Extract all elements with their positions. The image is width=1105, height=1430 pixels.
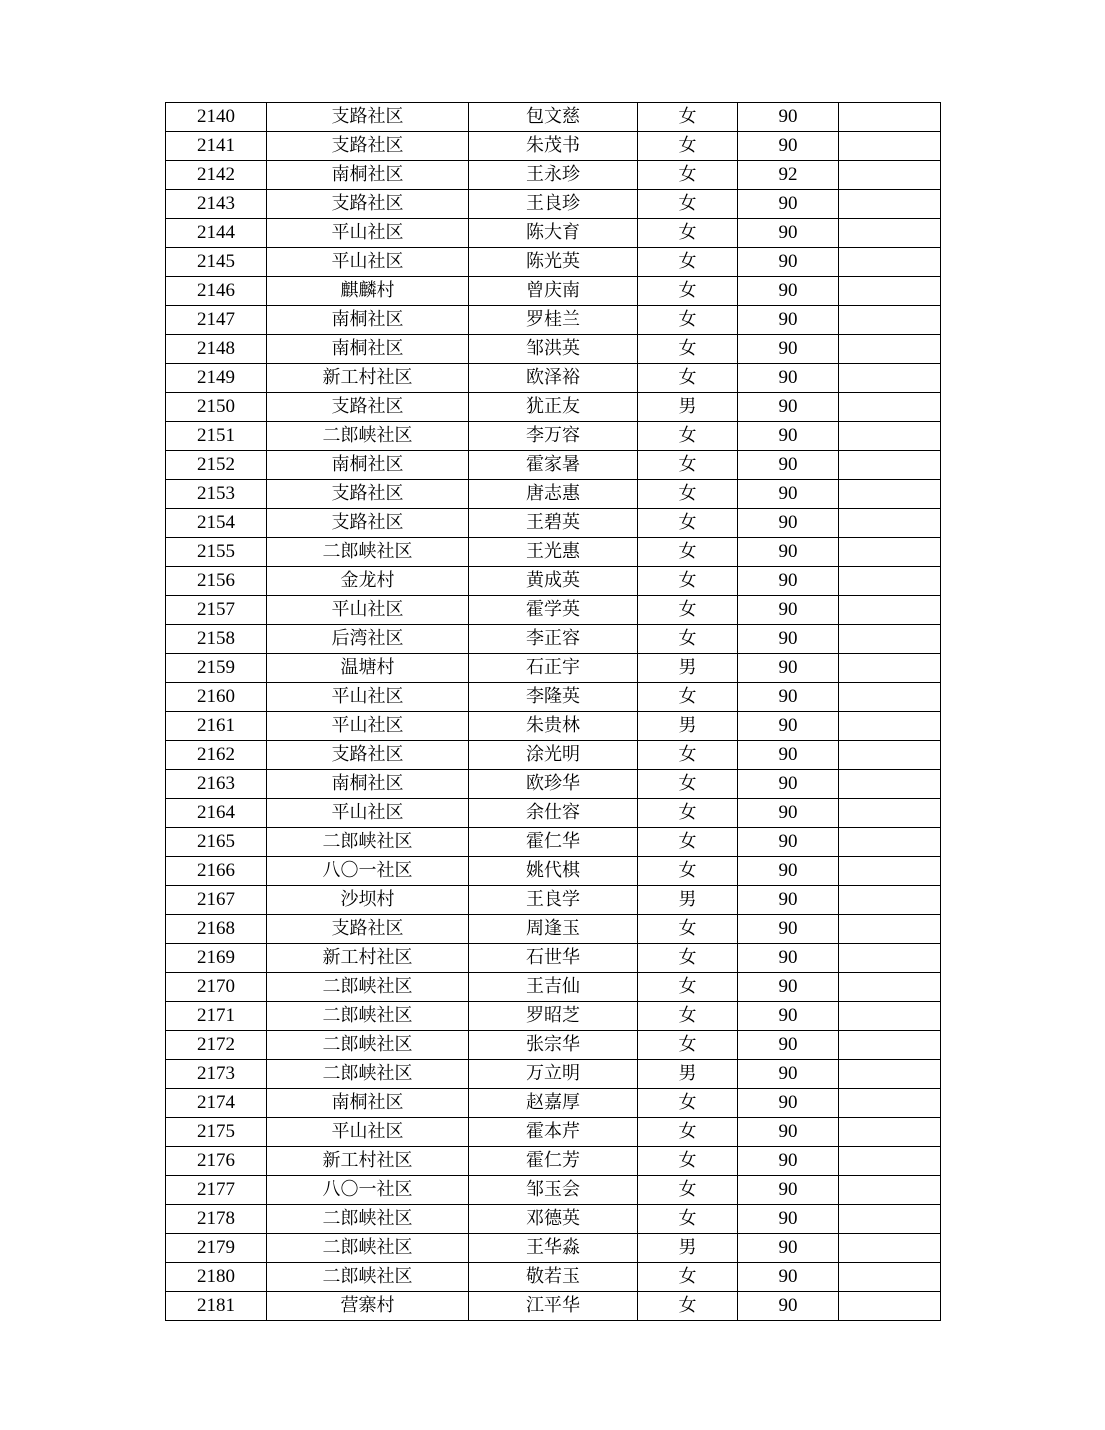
serial-number-cell: 2175 — [166, 1118, 267, 1147]
person-name-cell: 霍学英 — [469, 596, 638, 625]
table-row — [166, 654, 941, 683]
gender-cell: 女 — [638, 596, 738, 625]
serial-number-cell: 2170 — [166, 973, 267, 1002]
serial-number-cell: 2141 — [166, 132, 267, 161]
person-name-cell: 李万容 — [469, 422, 638, 451]
serial-number-cell: 2154 — [166, 509, 267, 538]
person-name-cell: 赵嘉厚 — [469, 1089, 638, 1118]
remark-cell — [839, 393, 941, 422]
person-name-cell: 罗昭芝 — [469, 1002, 638, 1031]
age-cell: 90 — [738, 712, 839, 741]
person-name-cell: 张宗华 — [469, 1031, 638, 1060]
community-cell: 支路社区 — [267, 915, 469, 944]
age-cell: 90 — [738, 1147, 839, 1176]
serial-number-cell: 2165 — [166, 828, 267, 857]
community-cell: 平山社区 — [267, 712, 469, 741]
table-row — [166, 451, 941, 480]
community-cell: 二郎峡社区 — [267, 1060, 469, 1089]
remark-cell — [839, 1060, 941, 1089]
serial-number-cell: 2161 — [166, 712, 267, 741]
community-cell: 支路社区 — [267, 509, 469, 538]
serial-number-cell: 2150 — [166, 393, 267, 422]
gender-cell: 女 — [638, 1147, 738, 1176]
person-name-cell: 邓德英 — [469, 1205, 638, 1234]
age-cell: 90 — [738, 799, 839, 828]
remark-cell — [839, 828, 941, 857]
person-name-cell: 王永珍 — [469, 161, 638, 190]
remark-cell — [839, 1205, 941, 1234]
remark-cell — [839, 132, 941, 161]
community-cell: 八〇一社区 — [267, 857, 469, 886]
community-cell: 二郎峡社区 — [267, 422, 469, 451]
remark-cell — [839, 161, 941, 190]
age-cell: 90 — [738, 915, 839, 944]
remark-cell — [839, 712, 941, 741]
gender-cell: 女 — [638, 509, 738, 538]
table-row — [166, 1263, 941, 1292]
table-row — [166, 393, 941, 422]
gender-cell: 女 — [638, 857, 738, 886]
remark-cell — [839, 886, 941, 915]
community-cell: 支路社区 — [267, 132, 469, 161]
person-name-cell: 周逢玉 — [469, 915, 638, 944]
gender-cell: 女 — [638, 567, 738, 596]
remark-cell — [839, 190, 941, 219]
table-row — [166, 480, 941, 509]
table-row — [166, 190, 941, 219]
serial-number-cell: 2142 — [166, 161, 267, 190]
remark-cell — [839, 915, 941, 944]
age-cell: 90 — [738, 1205, 839, 1234]
remark-cell — [839, 1031, 941, 1060]
age-cell: 90 — [738, 219, 839, 248]
community-cell: 平山社区 — [267, 219, 469, 248]
gender-cell: 男 — [638, 1060, 738, 1089]
remark-cell — [839, 422, 941, 451]
remark-cell — [839, 1176, 941, 1205]
gender-cell: 女 — [638, 364, 738, 393]
person-name-cell: 黄成英 — [469, 567, 638, 596]
age-cell: 90 — [738, 683, 839, 712]
gender-cell: 男 — [638, 886, 738, 915]
community-cell: 平山社区 — [267, 1118, 469, 1147]
community-cell: 二郎峡社区 — [267, 1031, 469, 1060]
gender-cell: 女 — [638, 480, 738, 509]
community-cell: 南桐社区 — [267, 770, 469, 799]
age-cell: 90 — [738, 1002, 839, 1031]
gender-cell: 女 — [638, 103, 738, 132]
gender-cell: 男 — [638, 393, 738, 422]
age-cell: 90 — [738, 1089, 839, 1118]
remark-cell — [839, 219, 941, 248]
community-cell: 二郎峡社区 — [267, 538, 469, 567]
serial-number-cell: 2176 — [166, 1147, 267, 1176]
community-cell: 二郎峡社区 — [267, 1205, 469, 1234]
serial-number-cell: 2173 — [166, 1060, 267, 1089]
community-cell: 支路社区 — [267, 393, 469, 422]
age-cell: 90 — [738, 1263, 839, 1292]
remark-cell — [839, 654, 941, 683]
person-name-cell: 邹洪英 — [469, 335, 638, 364]
community-cell: 南桐社区 — [267, 1089, 469, 1118]
age-cell: 90 — [738, 480, 839, 509]
table-row — [166, 306, 941, 335]
age-cell: 90 — [738, 393, 839, 422]
table-row — [166, 944, 941, 973]
serial-number-cell: 2178 — [166, 1205, 267, 1234]
serial-number-cell: 2152 — [166, 451, 267, 480]
person-name-cell: 霍仁芳 — [469, 1147, 638, 1176]
community-cell: 新工村社区 — [267, 1147, 469, 1176]
remark-cell — [839, 683, 941, 712]
serial-number-cell: 2179 — [166, 1234, 267, 1263]
gender-cell: 女 — [638, 1176, 738, 1205]
person-name-cell: 王碧英 — [469, 509, 638, 538]
serial-number-cell: 2151 — [166, 422, 267, 451]
gender-cell: 女 — [638, 277, 738, 306]
community-cell: 支路社区 — [267, 480, 469, 509]
serial-number-cell: 2167 — [166, 886, 267, 915]
table-row — [166, 915, 941, 944]
gender-cell: 女 — [638, 248, 738, 277]
remark-cell — [839, 480, 941, 509]
person-name-cell: 石世华 — [469, 944, 638, 973]
roster-table — [165, 102, 941, 1321]
table-row — [166, 857, 941, 886]
gender-cell: 女 — [638, 1089, 738, 1118]
serial-number-cell: 2172 — [166, 1031, 267, 1060]
gender-cell: 女 — [638, 828, 738, 857]
gender-cell: 女 — [638, 683, 738, 712]
gender-cell: 女 — [638, 799, 738, 828]
community-cell: 后湾社区 — [267, 625, 469, 654]
community-cell: 二郎峡社区 — [267, 828, 469, 857]
serial-number-cell: 2166 — [166, 857, 267, 886]
table-row — [166, 1292, 941, 1321]
community-cell: 支路社区 — [267, 103, 469, 132]
remark-cell — [839, 741, 941, 770]
community-cell: 八〇一社区 — [267, 1176, 469, 1205]
table-row — [166, 741, 941, 770]
age-cell: 90 — [738, 509, 839, 538]
remark-cell — [839, 509, 941, 538]
person-name-cell: 包文慈 — [469, 103, 638, 132]
serial-number-cell: 2140 — [166, 103, 267, 132]
person-name-cell: 邹玉会 — [469, 1176, 638, 1205]
gender-cell: 女 — [638, 538, 738, 567]
table-row — [166, 364, 941, 393]
serial-number-cell: 2147 — [166, 306, 267, 335]
table-row — [166, 973, 941, 1002]
person-name-cell: 曾庆南 — [469, 277, 638, 306]
person-name-cell: 石正宇 — [469, 654, 638, 683]
serial-number-cell: 2157 — [166, 596, 267, 625]
age-cell: 90 — [738, 1118, 839, 1147]
age-cell: 90 — [738, 625, 839, 654]
gender-cell: 男 — [638, 1234, 738, 1263]
serial-number-cell: 2160 — [166, 683, 267, 712]
gender-cell: 女 — [638, 1263, 738, 1292]
community-cell: 麒麟村 — [267, 277, 469, 306]
roster-table-body — [166, 103, 941, 1321]
remark-cell — [839, 799, 941, 828]
person-name-cell: 王吉仙 — [469, 973, 638, 1002]
gender-cell: 女 — [638, 944, 738, 973]
table-row — [166, 538, 941, 567]
remark-cell — [839, 1118, 941, 1147]
community-cell: 营寨村 — [267, 1292, 469, 1321]
serial-number-cell: 2177 — [166, 1176, 267, 1205]
person-name-cell: 犹正友 — [469, 393, 638, 422]
community-cell: 南桐社区 — [267, 335, 469, 364]
remark-cell — [839, 596, 941, 625]
age-cell: 90 — [738, 190, 839, 219]
person-name-cell: 欧泽裕 — [469, 364, 638, 393]
person-name-cell: 李正容 — [469, 625, 638, 654]
community-cell: 新工村社区 — [267, 364, 469, 393]
person-name-cell: 霍本芹 — [469, 1118, 638, 1147]
age-cell: 90 — [738, 567, 839, 596]
remark-cell — [839, 277, 941, 306]
gender-cell: 女 — [638, 161, 738, 190]
person-name-cell: 余仕容 — [469, 799, 638, 828]
community-cell: 支路社区 — [267, 190, 469, 219]
remark-cell — [839, 1292, 941, 1321]
table-row — [166, 103, 941, 132]
age-cell: 90 — [738, 277, 839, 306]
table-row — [166, 248, 941, 277]
gender-cell: 女 — [638, 190, 738, 219]
person-name-cell: 敬若玉 — [469, 1263, 638, 1292]
age-cell: 90 — [738, 886, 839, 915]
remark-cell — [839, 451, 941, 480]
serial-number-cell: 2149 — [166, 364, 267, 393]
age-cell: 90 — [738, 654, 839, 683]
table-row — [166, 712, 941, 741]
table-row — [166, 770, 941, 799]
table-row — [166, 1118, 941, 1147]
gender-cell: 女 — [638, 422, 738, 451]
remark-cell — [839, 1089, 941, 1118]
person-name-cell: 霍家暑 — [469, 451, 638, 480]
gender-cell: 女 — [638, 741, 738, 770]
serial-number-cell: 2180 — [166, 1263, 267, 1292]
remark-cell — [839, 364, 941, 393]
table-row — [166, 1176, 941, 1205]
remark-cell — [839, 538, 941, 567]
age-cell: 90 — [738, 538, 839, 567]
person-name-cell: 万立明 — [469, 1060, 638, 1089]
gender-cell: 女 — [638, 1002, 738, 1031]
serial-number-cell: 2158 — [166, 625, 267, 654]
person-name-cell: 朱茂书 — [469, 132, 638, 161]
community-cell: 二郎峡社区 — [267, 1234, 469, 1263]
remark-cell — [839, 1234, 941, 1263]
gender-cell: 女 — [638, 219, 738, 248]
serial-number-cell: 2169 — [166, 944, 267, 973]
person-name-cell: 霍仁华 — [469, 828, 638, 857]
serial-number-cell: 2155 — [166, 538, 267, 567]
age-cell: 90 — [738, 1292, 839, 1321]
table-row — [166, 509, 941, 538]
gender-cell: 女 — [638, 451, 738, 480]
person-name-cell: 王良珍 — [469, 190, 638, 219]
table-row — [166, 683, 941, 712]
person-name-cell: 唐志惠 — [469, 480, 638, 509]
community-cell: 二郎峡社区 — [267, 1263, 469, 1292]
gender-cell: 女 — [638, 1205, 738, 1234]
serial-number-cell: 2153 — [166, 480, 267, 509]
remark-cell — [839, 1002, 941, 1031]
table-row — [166, 1031, 941, 1060]
gender-cell: 女 — [638, 915, 738, 944]
age-cell: 90 — [738, 103, 839, 132]
community-cell: 金龙村 — [267, 567, 469, 596]
age-cell: 90 — [738, 1176, 839, 1205]
gender-cell: 女 — [638, 335, 738, 364]
remark-cell — [839, 625, 941, 654]
age-cell: 90 — [738, 1234, 839, 1263]
serial-number-cell: 2174 — [166, 1089, 267, 1118]
community-cell: 二郎峡社区 — [267, 1002, 469, 1031]
remark-cell — [839, 103, 941, 132]
table-row — [166, 422, 941, 451]
community-cell: 平山社区 — [267, 248, 469, 277]
remark-cell — [839, 857, 941, 886]
table-row — [166, 1089, 941, 1118]
table-row — [166, 625, 941, 654]
age-cell: 90 — [738, 741, 839, 770]
age-cell: 90 — [738, 132, 839, 161]
age-cell: 90 — [738, 596, 839, 625]
gender-cell: 女 — [638, 1292, 738, 1321]
community-cell: 南桐社区 — [267, 161, 469, 190]
age-cell: 90 — [738, 422, 839, 451]
remark-cell — [839, 973, 941, 1002]
remark-cell — [839, 944, 941, 973]
table-row — [166, 886, 941, 915]
age-cell: 90 — [738, 828, 839, 857]
community-cell: 平山社区 — [267, 683, 469, 712]
remark-cell — [839, 306, 941, 335]
remark-cell — [839, 1263, 941, 1292]
table-row — [166, 1205, 941, 1234]
gender-cell: 女 — [638, 1031, 738, 1060]
gender-cell: 女 — [638, 973, 738, 1002]
age-cell: 90 — [738, 248, 839, 277]
community-cell: 南桐社区 — [267, 306, 469, 335]
table-row — [166, 132, 941, 161]
person-name-cell: 陈光英 — [469, 248, 638, 277]
age-cell: 90 — [738, 1060, 839, 1089]
table-row — [166, 277, 941, 306]
community-cell: 南桐社区 — [267, 451, 469, 480]
table-row — [166, 596, 941, 625]
person-name-cell: 姚代棋 — [469, 857, 638, 886]
person-name-cell: 王光惠 — [469, 538, 638, 567]
remark-cell — [839, 770, 941, 799]
gender-cell: 女 — [638, 306, 738, 335]
serial-number-cell: 2168 — [166, 915, 267, 944]
gender-cell: 女 — [638, 625, 738, 654]
table-row — [166, 1234, 941, 1263]
age-cell: 90 — [738, 944, 839, 973]
gender-cell: 女 — [638, 132, 738, 161]
age-cell: 90 — [738, 335, 839, 364]
gender-cell: 男 — [638, 712, 738, 741]
table-row — [166, 335, 941, 364]
serial-number-cell: 2156 — [166, 567, 267, 596]
table-row — [166, 828, 941, 857]
person-name-cell: 李隆英 — [469, 683, 638, 712]
community-cell: 支路社区 — [267, 741, 469, 770]
person-name-cell: 欧珍华 — [469, 770, 638, 799]
serial-number-cell: 2159 — [166, 654, 267, 683]
serial-number-cell: 2148 — [166, 335, 267, 364]
age-cell: 90 — [738, 1031, 839, 1060]
serial-number-cell: 2162 — [166, 741, 267, 770]
person-name-cell: 罗桂兰 — [469, 306, 638, 335]
gender-cell: 女 — [638, 1118, 738, 1147]
community-cell: 平山社区 — [267, 799, 469, 828]
community-cell: 平山社区 — [267, 596, 469, 625]
serial-number-cell: 2163 — [166, 770, 267, 799]
person-name-cell: 陈大育 — [469, 219, 638, 248]
serial-number-cell: 2171 — [166, 1002, 267, 1031]
table-row — [166, 799, 941, 828]
serial-number-cell: 2144 — [166, 219, 267, 248]
age-cell: 90 — [738, 306, 839, 335]
community-cell: 沙坝村 — [267, 886, 469, 915]
serial-number-cell: 2181 — [166, 1292, 267, 1321]
age-cell: 90 — [738, 770, 839, 799]
table-row — [166, 161, 941, 190]
serial-number-cell: 2143 — [166, 190, 267, 219]
table-row — [166, 1002, 941, 1031]
table-row — [166, 1060, 941, 1089]
community-cell: 二郎峡社区 — [267, 973, 469, 1002]
person-name-cell: 朱贵林 — [469, 712, 638, 741]
age-cell: 90 — [738, 364, 839, 393]
gender-cell: 女 — [638, 770, 738, 799]
person-name-cell: 王华淼 — [469, 1234, 638, 1263]
community-cell: 温塘村 — [267, 654, 469, 683]
person-name-cell: 江平华 — [469, 1292, 638, 1321]
serial-number-cell: 2145 — [166, 248, 267, 277]
age-cell: 90 — [738, 857, 839, 886]
person-name-cell: 王良学 — [469, 886, 638, 915]
age-cell: 90 — [738, 451, 839, 480]
table-row — [166, 1147, 941, 1176]
age-cell: 90 — [738, 973, 839, 1002]
remark-cell — [839, 335, 941, 364]
remark-cell — [839, 1147, 941, 1176]
table-row — [166, 219, 941, 248]
gender-cell: 男 — [638, 654, 738, 683]
table-row — [166, 567, 941, 596]
person-name-cell: 涂光明 — [469, 741, 638, 770]
serial-number-cell: 2164 — [166, 799, 267, 828]
community-cell: 新工村社区 — [267, 944, 469, 973]
age-cell: 92 — [738, 161, 839, 190]
remark-cell — [839, 248, 941, 277]
remark-cell — [839, 567, 941, 596]
serial-number-cell: 2146 — [166, 277, 267, 306]
